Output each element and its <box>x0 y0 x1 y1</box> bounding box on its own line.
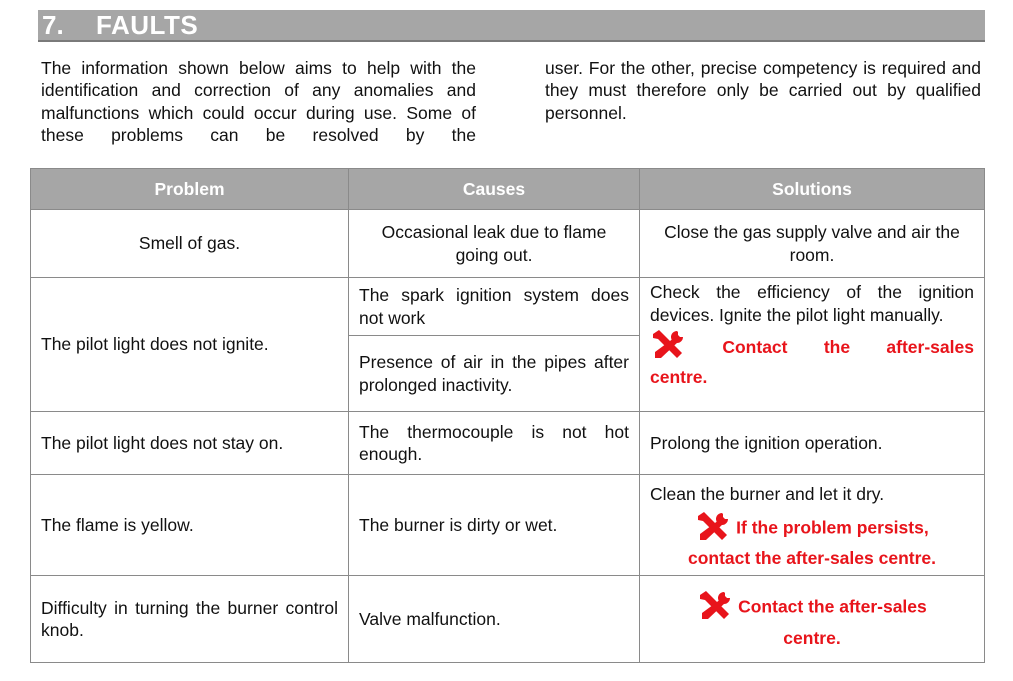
header-causes: Causes <box>349 169 640 210</box>
warning-line <box>650 328 974 366</box>
problem-cell: The pilot light does not stay on. <box>31 412 349 475</box>
header-problem: Problem <box>31 169 349 210</box>
warning-word: Contact <box>722 336 788 357</box>
wrench-screwdriver-icon <box>697 589 733 627</box>
warning-text-end: centre. <box>650 366 708 387</box>
table-row <box>31 576 985 663</box>
wrench-screwdriver-icon <box>695 510 731 548</box>
warning-line <box>650 510 974 548</box>
table-row <box>31 210 985 278</box>
cause-cell: The spark ignition system does not work <box>349 278 640 336</box>
warning-text: Contact the after-sales <box>738 596 927 617</box>
warning-word: after-sales <box>886 336 974 357</box>
problem-cell: The pilot light does not ignite. <box>31 278 349 412</box>
solution-cell <box>640 475 985 576</box>
warning-line <box>650 589 974 627</box>
table-row <box>31 412 985 475</box>
section-number: 7. <box>42 10 64 40</box>
solution-cell <box>640 278 985 412</box>
problem-cell: Smell of gas. <box>31 210 349 278</box>
problem-cell: Difficulty in turning the burner control knob. <box>31 576 349 663</box>
cause-cell: Valve malfunction. <box>349 576 640 663</box>
solution-text: Check the efficiency of the ignition devices. Ignite the pilot light manually. <box>650 282 974 325</box>
solution-cell: Close the gas supply valve and air the room. <box>640 210 985 278</box>
warning-text: If the problem persists, <box>736 516 929 537</box>
solution-cell: Prolong the ignition operation. <box>640 412 985 475</box>
cause-cell: Occasional leak due to flame going out. <box>349 210 640 278</box>
warning-text: centre. <box>783 627 841 648</box>
wrench-screwdriver-icon <box>650 328 686 366</box>
section-header <box>38 10 985 42</box>
problem-cell: The flame is yellow. <box>31 475 349 576</box>
cause-cell: The thermocouple is not hot enough. <box>349 412 640 475</box>
cause-cell: The burner is dirty or wet. <box>349 475 640 576</box>
warning-word: the <box>823 336 851 357</box>
cause-cell: Presence of air in the pipes after prolonged inactivity. <box>349 336 640 412</box>
solution-cell <box>640 576 985 663</box>
header-solutions: Solutions <box>640 169 985 210</box>
section-title: FAULTS <box>96 10 199 40</box>
intro-paragraph-right: user. For the other, precise competency is required and they must therefore only be carried out by qualified personnel. <box>545 58 981 123</box>
table-header-row <box>31 169 985 210</box>
warning-text: contact the after-sales centre. <box>687 548 936 568</box>
faults-table <box>30 168 985 663</box>
solution-text: Clean the burner and let it dry. <box>650 484 885 504</box>
intro-paragraph-left: The information shown below aims to help with the identification and correction of any anomalies and malfunctions which could occur during use. Some of these problems can be resolved by the <box>41 58 476 145</box>
table-row <box>31 475 985 576</box>
table-row <box>31 278 985 336</box>
